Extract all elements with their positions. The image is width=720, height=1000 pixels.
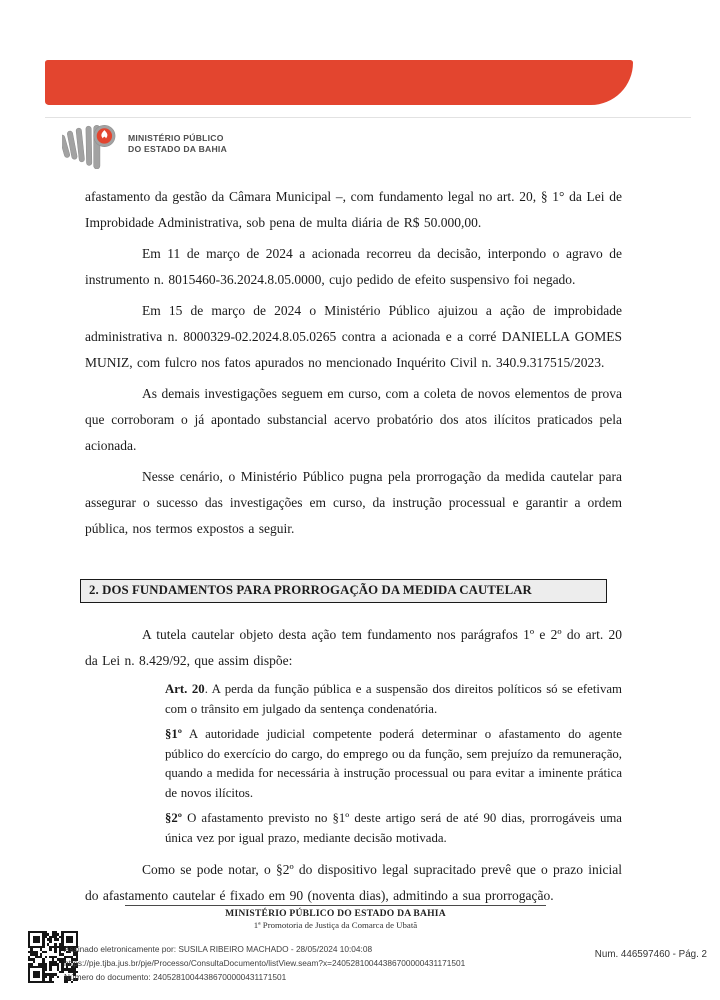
quote-text: A autoridade judicial competente poderá determinar o afastamento do agente público do exercício do cargo, do emprego ou da função, sem prejuízo da remuneração, quando a medida for necessária à instrução processual ou para evitar a iminente prática de novos ilícitos. xyxy=(165,727,622,800)
quote-marker: §1º xyxy=(165,727,183,741)
quote-text: . A perda da função pública e a suspensão dos direitos políticos só se efetivam com o trânsito em julgado da sentença condenatória. xyxy=(165,682,622,716)
header-red-banner xyxy=(45,60,633,105)
paragraph: As demais investigações seguem em curso, com a coleta de novos elementos de prova que corroboram o já apontado substancial acervo probatório dos atos ilícitos praticados pela acionada. xyxy=(85,386,622,453)
mp-bahia-logo-icon xyxy=(62,119,120,169)
quote-text: O afastamento previsto no §1º deste artigo será de até 90 dias, prorrogáveis uma única vez por igual prazo, mediante decisão motivada. xyxy=(165,811,622,845)
org-name-line2: DO ESTADO DA BAHIA xyxy=(128,144,228,154)
org-name-line1: MINISTÉRIO PÚBLICO xyxy=(128,133,224,143)
paragraph: Em 15 de março de 2024 o Ministério Público ajuizou a ação de improbidade administrativa n. 8000329-02.2024.8.05.0265 contra a acionada e a corré DANIELLA GOMES MUNIZ, com fulcro nos fatos apurados no mencionado Inquérito Civil n. 340.9.317515/2023. xyxy=(85,303,622,370)
law-quote-art20 xyxy=(165,680,622,719)
signature-block xyxy=(64,942,504,984)
org-logo-block xyxy=(62,119,227,169)
paragraph: Em 11 de março de 2024 a acionada recorreu da decisão, interpondo o agravo de instrumento n. 8015460-36.2024.8.05.0000, cujo pedido de efeito suspensivo foi negado. xyxy=(85,246,622,287)
closing-paragraph: Como se pode notar, o §2º do dispositivo legal supracitado prevê que o prazo inicial do afastamento cautelar é fixado em 90 (noventa dias), admitindo a sua prorrogação. xyxy=(85,862,622,903)
paragraph: Nesse cenário, o Ministério Público pugna pela prorrogação da medida cautelar para assegurar o sucesso das investigações em curso, da instrução processual e garantir a ordem pública, nos termos expostos a seguir. xyxy=(85,469,622,536)
section-heading: 2. DOS FUNDAMENTOS PARA PRORROGAÇÃO DA MEDIDA CAUTELAR xyxy=(80,579,607,603)
law-quote-par2 xyxy=(165,809,622,848)
institutional-footer xyxy=(125,905,546,930)
section-intro-paragraph: A tutela cautelar objeto desta ação tem fundamento nos parágrafos 1º e 2º do art. 20 da Lei n. 8.429/92, que assim dispõe: xyxy=(85,627,622,668)
page-number-label: Num. 446597460 - Pág. 2 xyxy=(594,949,707,960)
quote-marker: §2º xyxy=(165,811,183,825)
signature-url: https://pje.tjba.jus.br/pje/Processo/ConsultaDocumento/listView.seam?x=24052810044386700000431171501 xyxy=(64,958,466,968)
header-divider xyxy=(45,117,691,118)
quote-marker: Art. 20 xyxy=(165,682,205,696)
law-quote-par1 xyxy=(165,725,622,803)
signature-signed-by: Assinado eletronicamente por: SUSILA RIBEIRO MACHADO - 28/05/2024 10:04:08 xyxy=(64,944,373,954)
footer-unit: 1ª Promotoria de Justiça da Comarca de Ubatã xyxy=(253,920,418,930)
paragraph-continuation: afastamento da gestão da Câmara Municipal –, com fundamento legal no art. 20, § 1° da Lei de Improbidade Administrativa, sob pena de multa diária de R$ 50.000,00. xyxy=(85,189,622,230)
footer-institution: MINISTÉRIO PÚBLICO DO ESTADO DA BAHIA xyxy=(225,908,446,919)
document-body xyxy=(85,184,622,914)
signature-doc-number: Número do documento: 24052810044386700000431171501 xyxy=(64,972,287,982)
org-name xyxy=(128,133,227,155)
